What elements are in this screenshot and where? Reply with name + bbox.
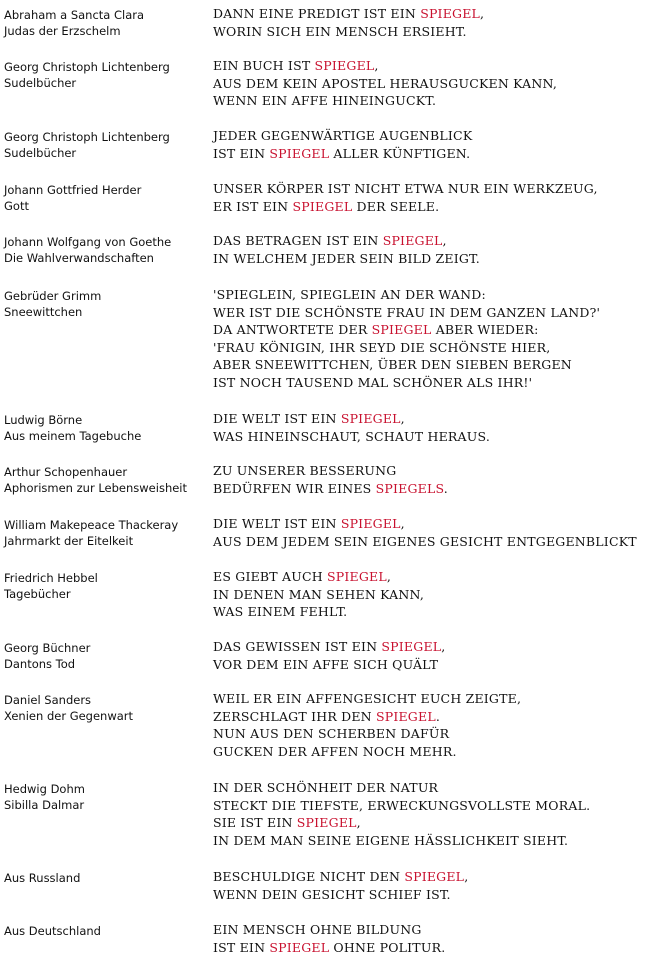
quote-text xyxy=(213,868,650,903)
quote-segment: IN DER SCHÖNHEIT DER NATUR xyxy=(213,780,439,795)
quote-text xyxy=(213,690,650,760)
quote-text xyxy=(213,638,650,673)
quote-text xyxy=(213,286,650,391)
quote-line xyxy=(213,232,650,250)
quote-segment: IST EIN xyxy=(213,939,270,955)
quote-segment: DIE WELT IST EIN xyxy=(213,516,341,531)
quote-text xyxy=(213,180,650,215)
quote-segment: DAS BETRAGEN IST EIN xyxy=(213,233,383,248)
quote-line xyxy=(213,779,650,797)
work-title: Sudelbücher xyxy=(4,76,77,90)
author-name: Aus Deutschland xyxy=(4,924,101,938)
quote-line xyxy=(213,533,650,551)
attribution xyxy=(4,182,204,214)
attribution xyxy=(4,59,204,91)
highlight-word: SPIEGEL xyxy=(340,516,401,531)
quote-line xyxy=(213,462,650,480)
quote-segment: IST NOCH TAUSEND MAL SCHÖNER ALS IHR!' xyxy=(213,374,533,390)
quote-line xyxy=(213,586,650,604)
quote-segment: . xyxy=(435,708,441,724)
quote-segment: , xyxy=(356,815,361,830)
attribution xyxy=(4,7,204,39)
quote-line xyxy=(213,304,650,322)
quote-line xyxy=(213,180,650,198)
quote-segment: DA ANTWORTETE DER xyxy=(213,322,372,337)
quote-text xyxy=(213,57,650,110)
work-title: Sneewittchen xyxy=(4,305,83,319)
quote-segment: WAS HINEINSCHAUT, SCHAUT HERAUS. xyxy=(213,428,490,444)
quote-line xyxy=(213,480,650,498)
quote-segment: DIE WELT IST EIN xyxy=(213,411,341,426)
quote-segment: , xyxy=(442,233,447,248)
quote-line xyxy=(213,23,650,41)
highlight-word: SPIEGEL xyxy=(382,233,443,248)
quote-line xyxy=(213,638,650,656)
work-title: Aphorismen zur Lebensweisheit xyxy=(4,481,188,495)
author-name: Daniel Sanders xyxy=(4,693,92,707)
quote-text xyxy=(213,921,650,956)
work-title: Xenien der Gegenwart xyxy=(4,709,134,723)
quote-segment: IN DENEN MAN SEHEN KANN, xyxy=(213,586,425,602)
quote-segment: . xyxy=(443,480,448,496)
attribution xyxy=(4,412,204,444)
quote-line xyxy=(213,92,650,110)
highlight-word: SPIEGEL xyxy=(340,411,401,426)
quote-line xyxy=(213,743,650,761)
highlight-word: SPIEGEL xyxy=(314,58,375,73)
quote-segment: WENN DEIN GESICHT SCHIEF IST. xyxy=(213,886,451,902)
attribution xyxy=(4,781,204,813)
quote-segment: , xyxy=(441,639,446,654)
work-title: Tagebücher xyxy=(4,587,71,601)
quote-line xyxy=(213,515,650,533)
quote-segment: BEDÜRFEN WIR EINES xyxy=(213,480,376,496)
attribution xyxy=(4,923,204,939)
author-name: Friedrich Hebbel xyxy=(4,571,98,585)
highlight-word: SPIEGELS xyxy=(375,480,444,496)
author-name: Arthur Schopenhauer xyxy=(4,465,128,479)
quote-segment: ABER SNEEWITTCHEN, ÜBER DEN SIEBEN BERGEN xyxy=(213,357,572,372)
quote-text xyxy=(213,232,650,267)
quote-segment: UNSER KÖRPER IST NICHT ETWA NUR EIN WERKZEUG, xyxy=(213,181,598,196)
author-name: Johann Gottfried Herder xyxy=(4,183,142,197)
quote-text xyxy=(213,568,650,621)
quote-segment: 'FRAU KÖNIGIN, IHR SEYD DIE SCHÖNSTE HIER, xyxy=(213,339,551,355)
attribution xyxy=(4,570,204,602)
quote-segment: EIN BUCH IST xyxy=(213,58,315,73)
quote-segment: NUN AUS DEN SCHERBEN DAFÜR xyxy=(213,726,450,741)
quote-segment: OHNE POLITUR. xyxy=(329,939,446,955)
quote-segment: 'SPIEGLEIN, SPIEGLEIN AN DER WAND: xyxy=(213,287,486,302)
quote-segment: EIN MENSCH OHNE BILDUNG xyxy=(213,922,422,937)
work-title: Aus meinem Tagebuche xyxy=(4,429,142,443)
quote-line xyxy=(213,868,650,886)
quote-line xyxy=(213,250,650,268)
quote-segment: ABER WIEDER: xyxy=(431,322,539,337)
quote-line xyxy=(213,356,650,374)
work-title: Sibilla Dalmar xyxy=(4,798,85,812)
quote-line xyxy=(213,410,650,428)
highlight-word: SPIEGEL xyxy=(292,198,353,214)
quote-segment: VOR DEM EIN AFFE SICH QUÄLT xyxy=(213,656,439,672)
attribution xyxy=(4,692,204,724)
quote-segment: WEIL ER EIN AFFENGESICHT EUCH ZEIGTE, xyxy=(213,691,522,706)
author-name: Ludwig Börne xyxy=(4,413,83,427)
quote-segment: ALLER KÜNFTIGEN. xyxy=(329,145,471,161)
work-title: Gott xyxy=(4,199,29,213)
quote-segment: BESCHULDIGE NICHT DEN xyxy=(213,869,405,884)
quote-line xyxy=(213,286,650,304)
quote-segment: ER IST EIN xyxy=(213,198,293,214)
highlight-word: SPIEGEL xyxy=(420,6,481,21)
attribution xyxy=(4,234,204,266)
quote-text xyxy=(213,5,650,40)
work-title: Judas der Erzschelm xyxy=(4,24,121,38)
quote-line xyxy=(213,57,650,75)
quote-segment: , xyxy=(480,6,485,21)
quote-line xyxy=(213,5,650,23)
quote-segment: AUS DEM KEIN APOSTEL HERAUSGUCKEN KANN, xyxy=(213,75,558,91)
work-title: Jahrmarkt der Eitelkeit xyxy=(4,534,134,548)
quote-text xyxy=(213,779,650,849)
quote-segment: WAS EINEM FEHLT. xyxy=(213,604,348,619)
quote-segment: , xyxy=(386,569,392,584)
quote-segment: ZU UNSERER BESSERUNG xyxy=(213,463,397,478)
author-name: Georg Büchner xyxy=(4,641,91,655)
quote-segment: STECKT DIE TIEFSTE, ERWECKUNGSVOLLSTE MORAL. xyxy=(213,797,591,813)
highlight-word: SPIEGEL xyxy=(404,869,465,884)
quote-line xyxy=(213,374,650,392)
author-name: Aus Russland xyxy=(4,871,81,885)
quote-segment: , xyxy=(400,411,405,426)
attribution xyxy=(4,288,204,320)
attribution xyxy=(4,870,204,886)
quote-segment: , xyxy=(400,516,405,531)
quote-segment: IN WELCHEM JEDER SEIN BILD ZEIGT. xyxy=(213,250,480,266)
quote-line xyxy=(213,603,650,621)
quote-line xyxy=(213,198,650,216)
quote-segment: DER SEELE. xyxy=(352,198,440,214)
quote-line xyxy=(213,921,650,939)
attribution xyxy=(4,464,204,496)
quote-line xyxy=(213,814,650,832)
author-name: Johann Wolfgang von Goethe xyxy=(4,235,172,249)
quote-text xyxy=(213,127,650,162)
author-name: William Makepeace Thackeray xyxy=(4,518,179,532)
author-name: Georg Christoph Lichtenberg xyxy=(4,130,170,144)
quote-segment: IST EIN xyxy=(213,145,270,161)
quote-segment: , xyxy=(464,869,469,884)
quote-text xyxy=(213,410,650,445)
quote-line xyxy=(213,75,650,93)
quote-segment: JEDER GEGENWÄRTIGE AUGENBLICK xyxy=(213,128,473,143)
quote-line xyxy=(213,939,650,957)
quote-segment: DANN EINE PREDIGT IST EIN xyxy=(213,6,421,21)
quote-line xyxy=(213,797,650,815)
quote-line xyxy=(213,428,650,446)
highlight-word: SPIEGEL xyxy=(381,639,442,654)
highlight-word: SPIEGEL xyxy=(375,708,436,724)
highlight-word: SPIEGEL xyxy=(269,145,330,161)
highlight-word: SPIEGEL xyxy=(269,939,330,955)
quote-segment: IN DEM MAN SEINE EIGENE HÄSSLICHKEIT SIEHT. xyxy=(213,832,569,848)
quote-line xyxy=(213,832,650,850)
quote-line xyxy=(213,656,650,674)
quote-line xyxy=(213,127,650,145)
highlight-word: SPIEGEL xyxy=(371,322,432,337)
quote-line xyxy=(213,568,650,586)
author-name: Georg Christoph Lichtenberg xyxy=(4,60,170,74)
author-name: Gebrüder Grimm xyxy=(4,289,102,303)
quote-segment: ZERSCHLAGT IHR DEN xyxy=(213,708,376,724)
quote-segment: AUS DEM JEDEM SEIN EIGENES GESICHT ENTGEGENBLICKT xyxy=(213,533,637,549)
quote-segment: ES GIEBT AUCH xyxy=(213,569,328,584)
quote-segment: DAS GEWISSEN IST EIN xyxy=(213,639,382,654)
quote-line xyxy=(213,886,650,904)
quote-line xyxy=(213,321,650,339)
quote-line xyxy=(213,708,650,726)
author-name: Abraham a Sancta Clara xyxy=(4,8,145,22)
quote-text xyxy=(213,462,650,497)
quote-segment: WENN EIN AFFE HINEINGUCKT. xyxy=(213,93,437,108)
work-title: Die Wahlverwandschaften xyxy=(4,251,154,265)
quote-line xyxy=(213,725,650,743)
quote-segment: GUCKEN DER AFFEN NOCH MEHR. xyxy=(213,743,457,759)
author-name: Hedwig Dohm xyxy=(4,782,85,796)
highlight-word: SPIEGEL xyxy=(296,815,357,830)
quote-segment: WORIN SICH EIN MENSCH ERSIEHT. xyxy=(213,23,467,39)
work-title: Dantons Tod xyxy=(4,657,76,671)
highlight-word: SPIEGEL xyxy=(327,569,387,584)
quote-line xyxy=(213,690,650,708)
quote-segment: , xyxy=(374,58,379,73)
quote-segment: WER IST DIE SCHÖNSTE FRAU IN DEM GANZEN LAND?' xyxy=(213,304,601,320)
attribution xyxy=(4,129,204,161)
quote-segment: SIE IST EIN xyxy=(213,815,297,830)
attribution xyxy=(4,517,204,549)
attribution xyxy=(4,640,204,672)
quote-line xyxy=(213,339,650,357)
work-title: Sudelbücher xyxy=(4,146,77,160)
quote-line xyxy=(213,145,650,163)
quote-text xyxy=(213,515,650,550)
